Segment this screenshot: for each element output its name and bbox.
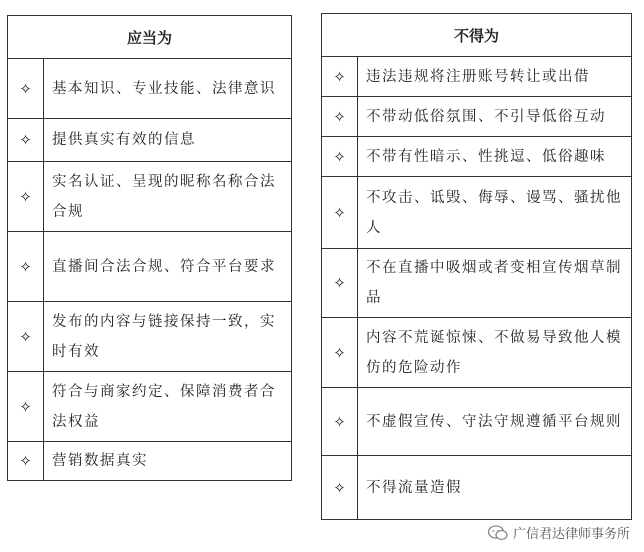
should-do-item: 基本知识、专业技能、法律意识 [44, 59, 292, 119]
must-not-do-item: 不带有性暗示、性挑逗、低俗趣味 [358, 137, 632, 177]
table-row [322, 456, 632, 520]
diamond-bullet-icon: ✧ [322, 177, 358, 249]
table-row [322, 177, 632, 249]
diamond-bullet-icon: ✧ [322, 388, 358, 456]
should-do-item: 营销数据真实 [44, 442, 292, 481]
diamond-bullet-icon: ✧ [322, 57, 358, 97]
must-not-do-item: 不虚假宣传、守法守规遵循平台规则 [358, 388, 632, 456]
should-do-item: 直播间合法合规、符合平台要求 [44, 232, 292, 302]
should-do-item: 发布的内容与链接保持一致，实时有效 [44, 302, 292, 372]
table-row [8, 162, 292, 232]
table-row [8, 302, 292, 372]
table-row [8, 119, 292, 162]
diamond-bullet-icon: ✧ [8, 372, 44, 442]
table-row [322, 137, 632, 177]
table-row [322, 57, 632, 97]
must-not-do-item: 不带动低俗氛围、不引导低俗互动 [358, 97, 632, 137]
must-not-do-item: 不得流量造假 [358, 456, 632, 520]
should-do-table [7, 15, 292, 481]
wechat-icon [487, 524, 509, 542]
table-row [322, 97, 632, 137]
table-row [8, 372, 292, 442]
watermark [487, 523, 630, 542]
diamond-bullet-icon: ✧ [322, 97, 358, 137]
must-not-do-header: 不得为 [322, 14, 632, 57]
should-do-item: 符合与商家约定、保障消费者合法权益 [44, 372, 292, 442]
table-row [322, 388, 632, 456]
diamond-bullet-icon: ✧ [8, 119, 44, 162]
should-do-header-row [8, 16, 292, 59]
diamond-bullet-icon: ✧ [8, 232, 44, 302]
table-row [322, 249, 632, 318]
diamond-bullet-icon: ✧ [8, 162, 44, 232]
must-not-do-item: 违法违规将注册账号转让或出借 [358, 57, 632, 97]
diamond-bullet-icon: ✧ [8, 442, 44, 481]
must-not-do-item: 不攻击、诋毁、侮辱、谩骂、骚扰他人 [358, 177, 632, 249]
diamond-bullet-icon: ✧ [8, 302, 44, 372]
table-row [8, 232, 292, 302]
watermark-text: 广信君达律师事务所 [512, 527, 630, 542]
must-not-do-item: 内容不荒诞惊悚、不做易导致他人模仿的危险动作 [358, 318, 632, 388]
must-not-do-header-row [322, 14, 632, 57]
should-do-header: 应当为 [8, 16, 292, 59]
table-row [322, 318, 632, 388]
must-not-do-table [321, 13, 632, 520]
diamond-bullet-icon: ✧ [322, 137, 358, 177]
diamond-bullet-icon: ✧ [8, 59, 44, 119]
diamond-bullet-icon: ✧ [322, 318, 358, 388]
table-row [8, 59, 292, 119]
table-row [8, 442, 292, 481]
should-do-item: 实名认证、呈现的昵称名称合法合规 [44, 162, 292, 232]
diamond-bullet-icon: ✧ [322, 456, 358, 520]
should-do-item: 提供真实有效的信息 [44, 119, 292, 162]
must-not-do-item: 不在直播中吸烟或者变相宣传烟草制品 [358, 249, 632, 318]
diamond-bullet-icon: ✧ [322, 249, 358, 318]
